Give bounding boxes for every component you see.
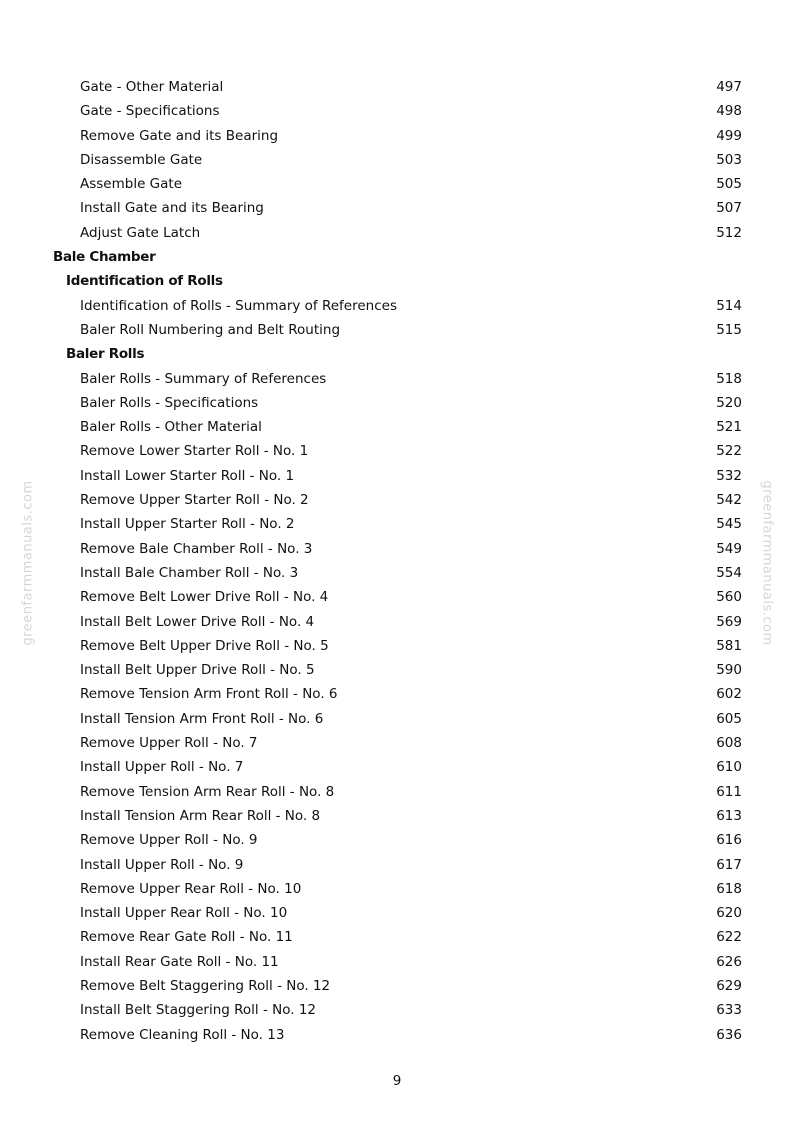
toc-entry[interactable]: [0, 658, 794, 682]
toc-entry-title: Remove Belt Upper Drive Roll - No. 5: [80, 637, 329, 654]
toc-entry-title: Install Rear Gate Roll - No. 11: [80, 953, 279, 970]
toc-entry[interactable]: [0, 950, 794, 974]
toc-entry-title: Remove Rear Gate Roll - No. 11: [80, 929, 293, 946]
toc-entry-title: Remove Tension Arm Front Roll - No. 6: [80, 686, 338, 703]
toc-entry-title: Remove Belt Lower Drive Roll - No. 4: [80, 589, 329, 606]
toc-entry-page: 554: [716, 564, 742, 581]
toc-entry-title: Remove Bale Chamber Roll - No. 3: [80, 540, 313, 557]
toc-entry-page: 602: [716, 686, 742, 703]
toc-entry-title: Install Lower Starter Roll - No. 1: [80, 467, 295, 484]
toc-entry-page: 515: [716, 321, 742, 338]
toc-entry-page: 616: [716, 832, 742, 849]
toc-entry-page: 581: [716, 637, 742, 654]
toc-entry-title: Install Upper Starter Roll - No. 2: [80, 516, 295, 533]
toc-entry[interactable]: [0, 196, 794, 220]
toc-entry[interactable]: [0, 172, 794, 196]
toc-entry[interactable]: [0, 99, 794, 123]
toc-entry-title: Remove Cleaning Roll - No. 13: [80, 1026, 285, 1043]
toc-entry-page: 620: [716, 905, 742, 922]
toc-entry-page: 503: [716, 151, 742, 168]
toc-entry-title: Adjust Gate Latch: [80, 224, 201, 241]
toc-entry-title: Install Upper Roll - No. 7: [80, 759, 244, 776]
toc-entry-title: Baler Rolls: [66, 346, 145, 363]
toc-entry-title: Baler Roll Numbering and Belt Routing: [80, 321, 341, 338]
toc-entry[interactable]: [0, 901, 794, 925]
toc-entry-page: 498: [716, 103, 742, 120]
toc-entry[interactable]: [0, 75, 794, 99]
toc-entry-title: Install Belt Lower Drive Roll - No. 4: [80, 613, 315, 630]
toc-entry-page: 613: [716, 807, 742, 824]
toc-entry-page: 618: [716, 880, 742, 897]
toc-entry-page: 518: [716, 370, 742, 387]
toc-entry-page: 590: [716, 662, 742, 679]
toc-entry-page: 608: [716, 735, 742, 752]
toc-entry[interactable]: [0, 391, 794, 415]
toc-entry[interactable]: [0, 828, 794, 852]
toc-entry-title: Baler Rolls - Other Material: [80, 419, 262, 436]
toc-entry-page: 521: [716, 419, 742, 436]
toc-entry[interactable]: [0, 998, 794, 1022]
table-of-contents: [0, 75, 794, 1047]
toc-entry[interactable]: [0, 221, 794, 245]
toc-entry-page: 505: [716, 176, 742, 193]
toc-section-heading: [0, 342, 794, 366]
toc-entry-title: Remove Tension Arm Rear Roll - No. 8: [80, 783, 335, 800]
toc-entry-page: 610: [716, 759, 742, 776]
toc-entry-page: 532: [716, 467, 742, 484]
page-number: 9: [392, 1073, 402, 1089]
toc-entry-title: Remove Lower Starter Roll - No. 1: [80, 443, 309, 460]
toc-entry[interactable]: [0, 755, 794, 779]
toc-entry-page: 545: [716, 516, 742, 533]
toc-entry[interactable]: [0, 488, 794, 512]
toc-entry[interactable]: [0, 512, 794, 536]
toc-entry-page: 569: [716, 613, 742, 630]
toc-entry[interactable]: [0, 415, 794, 439]
toc-entry[interactable]: [0, 634, 794, 658]
toc-section-heading: [0, 269, 794, 293]
toc-entry[interactable]: [0, 294, 794, 318]
toc-entry[interactable]: [0, 925, 794, 949]
toc-entry[interactable]: [0, 439, 794, 463]
toc-entry[interactable]: [0, 974, 794, 998]
toc-entry-page: 636: [716, 1026, 742, 1043]
toc-entry[interactable]: [0, 318, 794, 342]
toc-entry-title: Remove Upper Starter Roll - No. 2: [80, 492, 309, 509]
watermark-left: greenfarmmanuals.com: [20, 480, 36, 646]
toc-entry-page: 611: [716, 783, 742, 800]
toc-entry[interactable]: [0, 610, 794, 634]
toc-entry-title: Remove Upper Roll - No. 7: [80, 735, 258, 752]
toc-section-heading: [0, 245, 794, 269]
toc-entry-page: 520: [716, 394, 742, 411]
toc-entry-page: 622: [716, 929, 742, 946]
toc-entry-title: Identification of Rolls: [66, 273, 223, 290]
toc-entry[interactable]: [0, 367, 794, 391]
toc-entry-page: 617: [716, 856, 742, 873]
watermark-right: greenfarmmanuals.com: [759, 480, 775, 646]
toc-entry-title: Install Gate and its Bearing: [80, 200, 264, 217]
toc-entry[interactable]: [0, 537, 794, 561]
toc-entry-title: Install Upper Rear Roll - No. 10: [80, 905, 288, 922]
toc-entry[interactable]: [0, 853, 794, 877]
toc-entry-page: 626: [716, 953, 742, 970]
toc-entry[interactable]: [0, 877, 794, 901]
toc-entry-title: Gate - Specifications: [80, 103, 220, 120]
toc-entry-title: Baler Rolls - Specifications: [80, 394, 259, 411]
toc-entry[interactable]: [0, 804, 794, 828]
toc-entry[interactable]: [0, 561, 794, 585]
toc-entry-title: Remove Gate and its Bearing: [80, 127, 279, 144]
toc-entry-title: Bale Chamber: [53, 249, 156, 266]
toc-entry-title: Remove Upper Roll - No. 9: [80, 832, 258, 849]
toc-entry-page: 497: [716, 79, 742, 95]
toc-entry-title: Install Tension Arm Front Roll - No. 6: [80, 710, 324, 727]
toc-entry[interactable]: [0, 464, 794, 488]
toc-entry[interactable]: [0, 148, 794, 172]
toc-entry-title: Install Bale Chamber Roll - No. 3: [80, 564, 299, 581]
toc-entry-page: 542: [716, 492, 742, 509]
toc-entry[interactable]: [0, 124, 794, 148]
toc-entry[interactable]: [0, 731, 794, 755]
toc-entry-title: Baler Rolls - Summary of References: [80, 370, 327, 387]
toc-entry-page: 507: [716, 200, 742, 217]
toc-entry-title: Remove Upper Rear Roll - No. 10: [80, 880, 302, 897]
toc-entry[interactable]: [0, 707, 794, 731]
toc-entry-title: Install Tension Arm Rear Roll - No. 8: [80, 807, 321, 824]
toc-entry-page: 499: [716, 127, 742, 144]
toc-entry-page: 560: [716, 589, 742, 606]
toc-entry-title: Disassemble Gate: [80, 151, 203, 168]
toc-entry-title: Install Upper Roll - No. 9: [80, 856, 244, 873]
toc-entry-title: Remove Belt Staggering Roll - No. 12: [80, 977, 331, 994]
toc-entry-title: Identification of Rolls - Summary of References: [80, 297, 397, 314]
toc-entry-page: 629: [716, 977, 742, 994]
toc-entry-page: 605: [716, 710, 742, 727]
toc-entry[interactable]: [0, 1023, 794, 1047]
toc-entry-title: Install Belt Upper Drive Roll - No. 5: [80, 662, 315, 679]
toc-entry-page: 633: [716, 1002, 742, 1019]
toc-entry-title: Assemble Gate: [80, 176, 183, 193]
toc-entry-page: 512: [716, 224, 742, 241]
toc-entry-title: Install Belt Staggering Roll - No. 12: [80, 1002, 316, 1019]
toc-entry[interactable]: [0, 780, 794, 804]
toc-entry-page: 522: [716, 443, 742, 460]
toc-entry[interactable]: [0, 585, 794, 609]
toc-entry-page: 514: [716, 297, 742, 314]
toc-entry[interactable]: [0, 682, 794, 706]
toc-entry-page: 549: [716, 540, 742, 557]
toc-entry-title: Gate - Other Material: [80, 79, 224, 95]
